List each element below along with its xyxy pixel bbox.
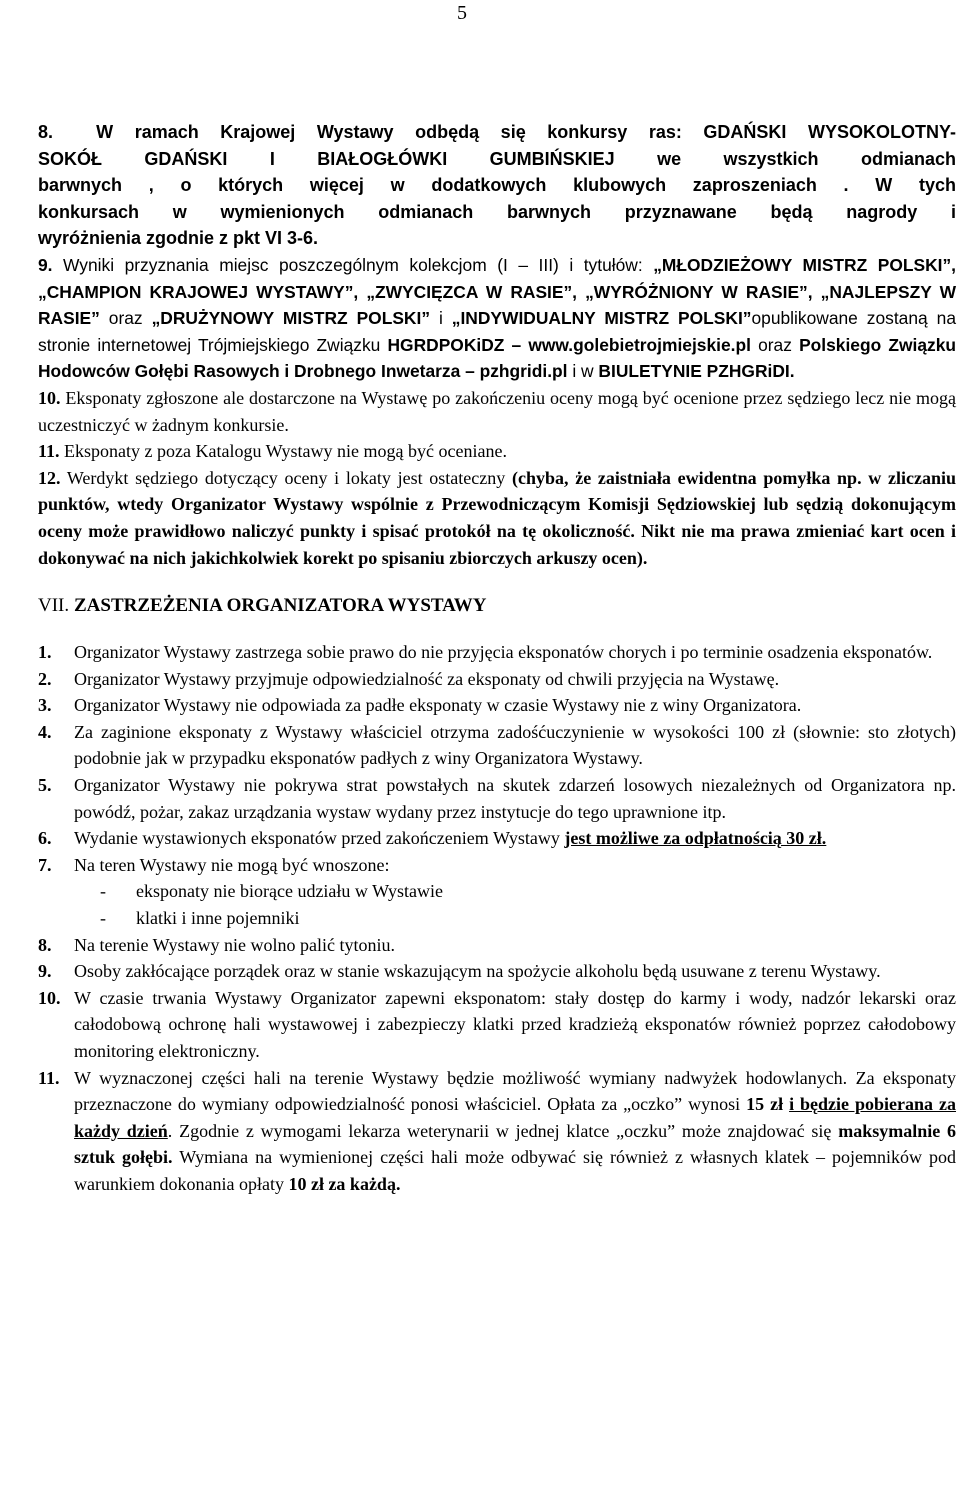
list-item-number: 3.	[38, 695, 52, 716]
list-item	[38, 692, 956, 719]
sub-list-item	[38, 878, 956, 905]
list-item	[38, 958, 956, 985]
section-number: VII.	[38, 595, 70, 617]
list-item-number: 8.	[38, 934, 52, 955]
list-item	[38, 639, 956, 666]
paragraph-8-line-4: konkursach w wymienionych odmianach barwnych przyznawane będą nagrody i	[38, 201, 956, 222]
paragraph-10-text: Eksponaty zgłoszone ale dostarczone na Wystawę po zakończeniu oceny mogą być ocenione przez sędziego lecz nie mogą uczestniczyć w żadnym konkursie.	[38, 387, 956, 435]
list-item-number: 4.	[38, 721, 52, 742]
section-heading	[38, 593, 956, 619]
list-item-number: 1.	[38, 642, 52, 663]
list-item-text: Organizator Wystawy przyjmuje odpowiedzialność za eksponaty od chwili przyjęcia na Wystawę.	[74, 668, 780, 689]
paragraph-9-website-2: Polskiego Związku Hodowców Gołębi Rasowych i Drobnego Inwetarza – pzhgridi.pl	[38, 334, 956, 382]
dash-bullet: -	[100, 881, 106, 902]
paragraph-9	[38, 252, 956, 385]
paragraph-9-titles: „MŁODZIEŻOWY MISTRZ POLSKI”, „CHAMPION KRAJOWEJ WYSTAWY”, „ZWYCIĘZCA W RASIE”, „WYRÓŻNIONY W RASIE”, „NAJLEPSZY W RASIE”	[38, 254, 956, 329]
paragraph-10-number: 10.	[38, 387, 61, 408]
paragraph-8-line-2: SOKÓŁ GDAŃSKI I BIAŁOGŁÓWKI GUMBIŃSKIEJ we wszystkich odmianach	[38, 148, 956, 169]
paragraph-11-number: 11.	[38, 441, 60, 462]
list-item	[38, 825, 956, 852]
paragraph-9-text-5: oraz	[750, 334, 800, 355]
paragraph-8-line-3: barwnych , o których więcej w dodatkowych klubowych zaproszeniach . W tych	[38, 175, 956, 196]
list-item-text: Na teren Wystawy nie mogą być wnoszone:	[74, 854, 390, 875]
list-item	[38, 719, 956, 772]
list-item-text: Za zaginione eksponaty z Wystawy właściciel otrzyma zadośćuczynienie w wysokości 100 zł (słownie: sto złotych) podobnie jak w przypadku eksponatów padłych z winy Organizatora Wystawy.	[74, 721, 956, 769]
section-title: ZASTRZEŻENIA ORGANIZATORA WYSTAWY	[74, 595, 487, 617]
paragraph-12	[38, 465, 956, 571]
list-item-max-pigeons: maksymalnie 6 sztuk gołębi.	[74, 1120, 956, 1168]
paragraph-9-bulletin: BIULETYNIE PZHGRiDI.	[598, 361, 795, 382]
list-item-fee-note: jest możliwe za odpłatnością 30 zł.	[564, 828, 827, 849]
list-item-fee-each: 10 zł za każdą.	[288, 1173, 401, 1194]
paragraph-9-title-individual: „INDYWIDUALNY MISTRZ POLSKI”	[451, 308, 752, 329]
page-number: 5	[457, 2, 467, 24]
paragraph-8-number: 8.	[38, 122, 54, 142]
list-item	[38, 666, 956, 693]
list-item-text: Osoby zakłócające porządek oraz w stanie wskazującym na spożycie alkoholu będą usuwane z terenu Wystawy.	[74, 961, 881, 982]
list-item-text-3: Wymiana na wymienionej części hali może odbywać się również z własnych klatek – pojemników pod warunkiem dokonania opłaty	[74, 1147, 957, 1194]
paragraph-9-website-1: HGRDPOKiDZ – www.golebietrojmiejskie.pl	[387, 334, 751, 355]
paragraph-8	[38, 119, 956, 252]
list-item-number: 7.	[38, 854, 52, 875]
list-item-number: 6.	[38, 828, 52, 849]
list-item	[38, 852, 956, 879]
paragraph-12-text: Werdykt sędziego dotyczący oceny i lokaty jest ostateczny	[60, 467, 512, 488]
paragraph-9-text-3: i	[430, 308, 452, 329]
paragraph-9-number: 9.	[38, 254, 64, 275]
list-item-text: Organizator Wystawy zastrzega sobie prawo do nie przyjęcia eksponatów chorych i po terminie osadzenia eksponatów.	[74, 642, 933, 663]
paragraph-9-text-2: oraz	[99, 308, 152, 329]
list-item-text: Organizator Wystawy nie odpowiada za padłe eksponaty w czasie Wystawy nie z winy Organizatora.	[74, 695, 802, 716]
document-body	[38, 119, 956, 1198]
paragraph-10	[38, 385, 956, 438]
list-item-fee: 15 zł	[746, 1094, 784, 1115]
paragraph-8-line-1: W ramach Krajowej Wystawy odbędą się konkursy ras: GDAŃSKI WYSOKOLOTNY-	[96, 122, 956, 142]
dash-bullet: -	[100, 908, 106, 929]
list-item-number: 11.	[38, 1067, 60, 1088]
list-item	[38, 772, 956, 825]
list-item	[38, 985, 956, 1065]
paragraph-11-text: Eksponaty z poza Katalogu Wystawy nie mogą być oceniane.	[59, 441, 507, 462]
paragraph-11	[38, 438, 956, 465]
list-item-charged-note: i będzie pobierana za	[789, 1094, 957, 1115]
list-item-text-2: . Zgodnie z wymogami lekarza weterynarii w jednej klatce „oczku” może znajdować się	[167, 1120, 839, 1141]
paragraph-12-bold-note: (chyba, że zaistniała ewidentna pomyłka np. w zliczaniu punktów, wtedy Organizator Wystawy wspólnie z Przewodniczącym Komisji Sędziowskiej lub sędzią dokonującym oceny może prawidłowo naliczyć punkty i spisać protokół na tę okoliczność. Nikt nie ma prawa zmieniać kart ocen i dokonywać na nich jakichkolwiek korekt po spisaniu zbiorczych arkuszy ocen).	[38, 467, 956, 568]
paragraph-12-number: 12.	[38, 467, 61, 488]
list-item-text: W czasie trwania Wystawy Organizator zapewni eksponatom: stały dostęp do karmy i wody, nadzór lekarski oraz całodobową ochronę hali wystawowej i zabezpieczy klatki przed kradzieżą eksponatów również poprzez całodobowy monitoring elektroniczny.	[74, 987, 956, 1061]
list-item-text: Organizator Wystawy nie pokrywa strat powstałych na skutek zdarzeń losowych niezależnych od Organizatora np. powódź, pożar, zakaz urządzania wystaw wydany przez instytucje do tego uprawnione itp.	[74, 775, 956, 822]
paragraph-9-text-6: i w	[567, 361, 599, 382]
paragraph-9-text-1: Wyniki przyznania miejsc poszczególnym kolekcjom (I – III) i tytułów:	[63, 254, 654, 275]
list-item-text-1: W wyznaczonej części hali na terenie Wystawy będzie możliwość wymiany nadwyżek hodowlanych. Za eksponaty przeznaczone do wymiany odpowiedzialność ponosi właściciel. Opłata za „oczko” wynosi	[74, 1067, 956, 1115]
list-item-text: Na terenie Wystawy nie wolno palić tytoniu.	[74, 934, 396, 955]
list-item	[38, 1065, 956, 1198]
list-item-each-day: każdy dzień	[74, 1120, 168, 1141]
sub-list-item-text: eksponaty nie biorące udziału w Wystawie	[136, 881, 443, 902]
sub-list-item	[38, 905, 956, 932]
sub-list-item-text: klatki i inne pojemniki	[136, 908, 300, 929]
paragraph-8-line-5: wyróżnienia zgodnie z pkt VI 3-6.	[38, 228, 319, 249]
paragraph-9-text-4: opublikowane zostaną na stronie internetowej Trójmiejskiego Związku	[38, 308, 956, 355]
list-item	[38, 932, 956, 959]
list-item-number: 9.	[38, 961, 52, 982]
list-item-text: Wydanie wystawionych eksponatów przed zakończeniem Wystawy	[74, 828, 565, 849]
paragraph-9-title-team: „DRUŻYNOWY MISTRZ POLSKI”	[151, 308, 431, 329]
list-item-number: 5.	[38, 775, 52, 796]
list-item-number: 10.	[38, 987, 61, 1008]
list-item-number: 2.	[38, 668, 52, 689]
